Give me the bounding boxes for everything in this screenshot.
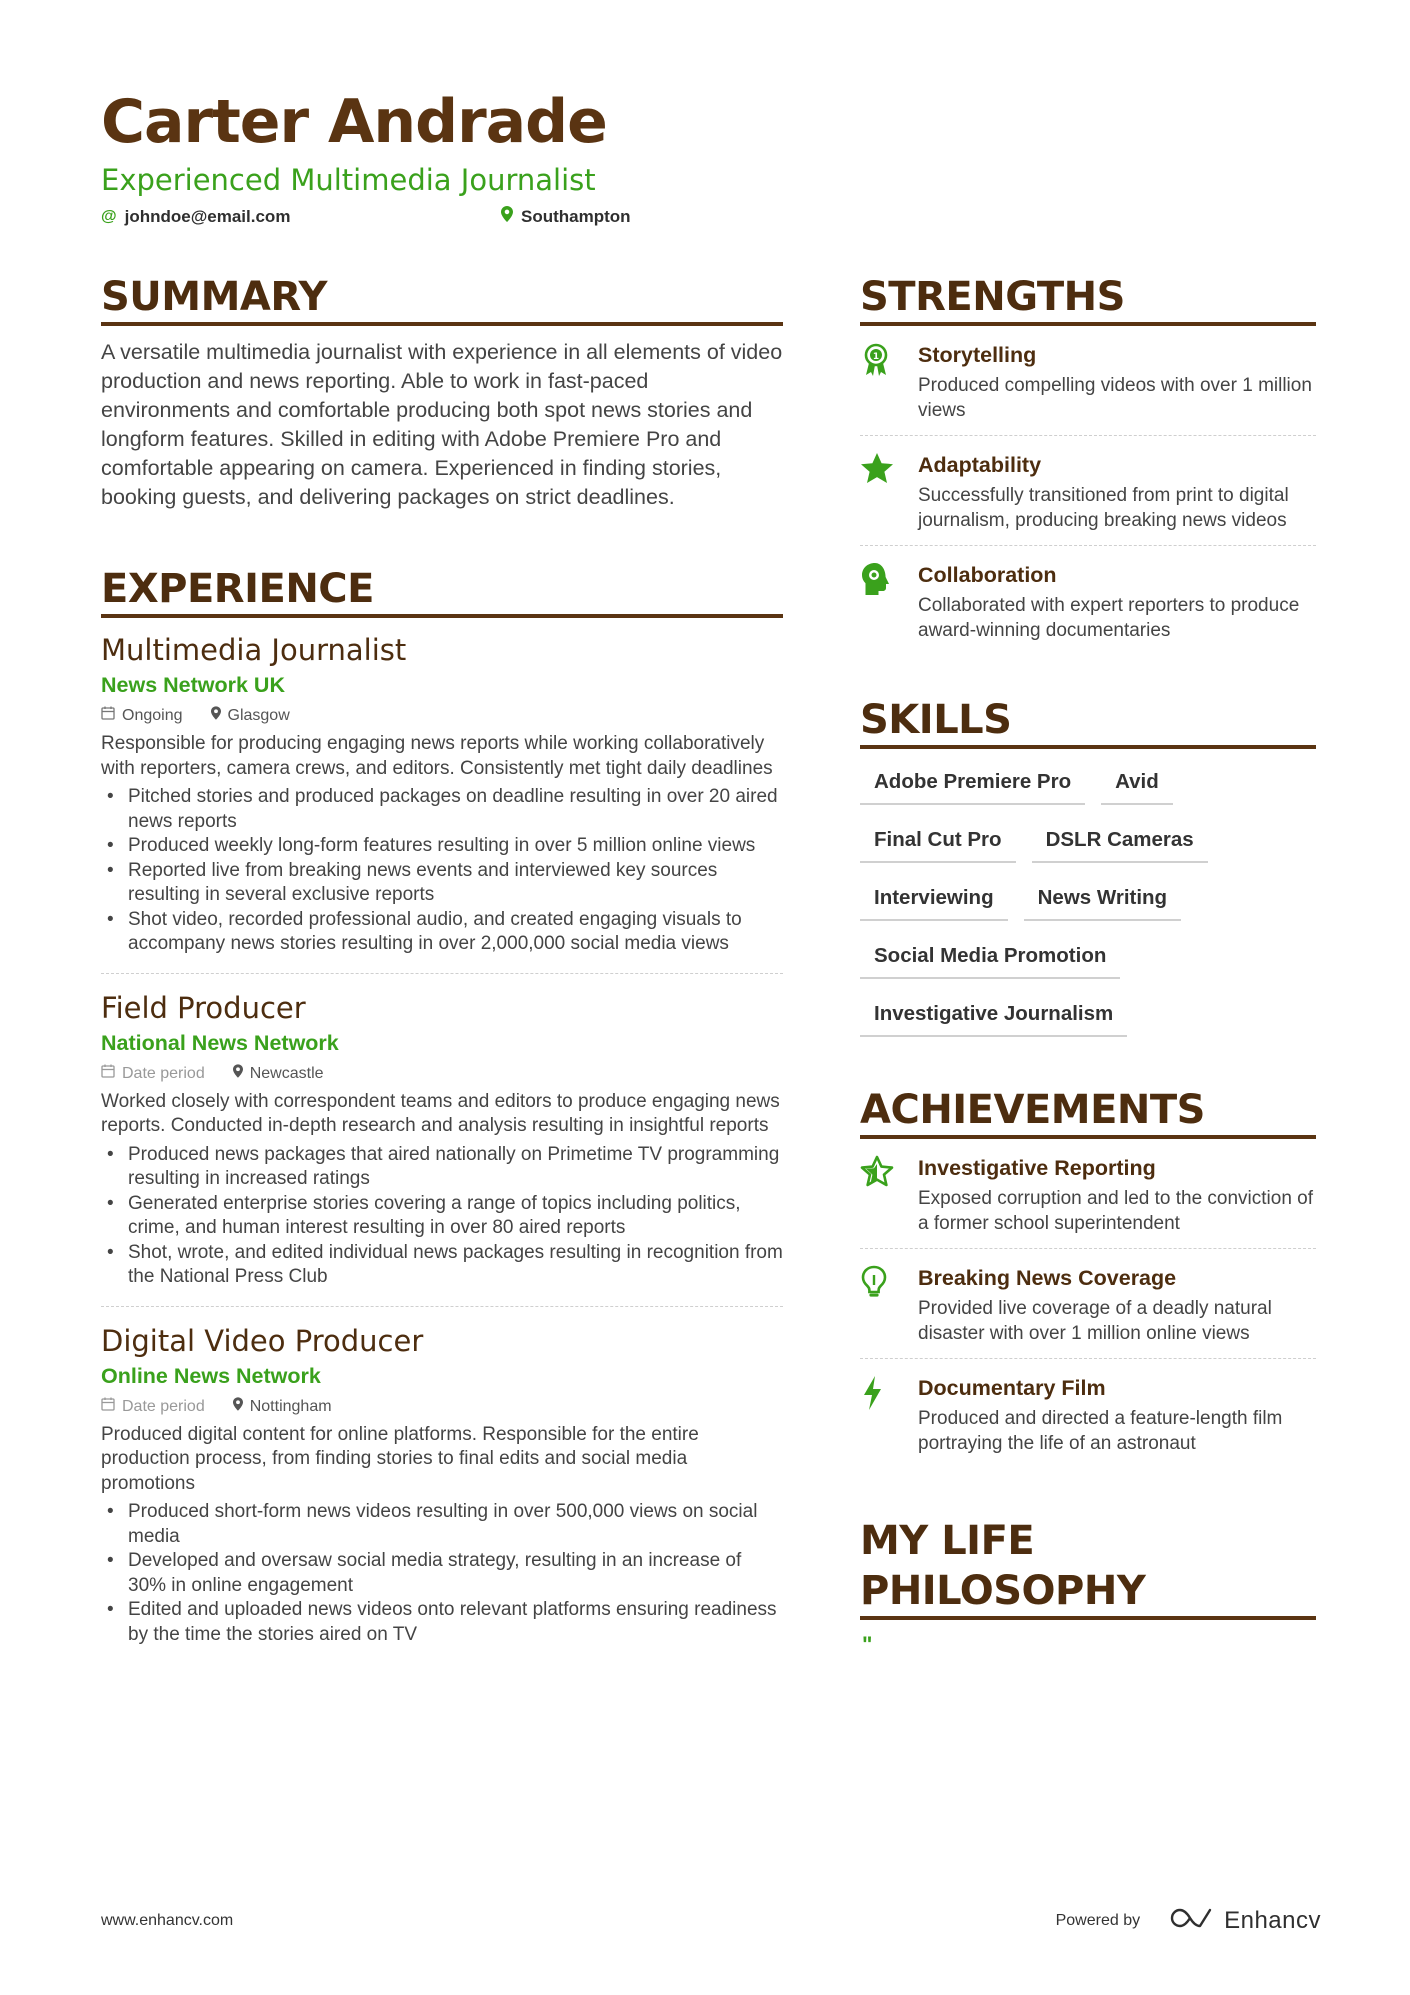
strength-title: Collaboration	[918, 563, 1057, 587]
head-idea-icon	[860, 560, 918, 643]
calendar-icon	[101, 704, 115, 728]
achievement-title: Breaking News Coverage	[918, 1266, 1177, 1290]
calendar-icon	[101, 1395, 115, 1419]
job-meta	[101, 704, 783, 728]
strength-description: Collaborated with expert reporters to produce award-winning documentaries	[918, 595, 1300, 641]
skill-tag: Final Cut Pro	[860, 819, 1016, 863]
job-bullet: • Produced short-form news videos resulting in over 500,000 views on social media	[101, 1500, 783, 1549]
job-company: News Network UK	[101, 673, 285, 697]
job-bullet: • Produced weekly long-form features resulting in over 5 million online views	[101, 834, 783, 859]
achievements-heading: ACHIEVEMENTS	[860, 1085, 1316, 1139]
job-bullet: • Edited and uploaded news videos onto relevant platforms ensuring readiness by the time the stories aired on TV	[101, 1598, 783, 1647]
location-text: Southampton	[521, 206, 631, 226]
job-date: Ongoing	[101, 704, 183, 728]
job-role: Digital Video Producer	[101, 1323, 424, 1358]
footer-website-link[interactable]: www.enhancv.com	[101, 1911, 234, 1929]
job-meta	[101, 1062, 783, 1086]
job-role: Field Producer	[101, 990, 306, 1025]
strength-description: Produced compelling videos with over 1 million views	[918, 375, 1312, 421]
job-role: Multimedia Journalist	[101, 633, 407, 667]
skill-tag: Investigative Journalism	[860, 993, 1127, 1037]
experience-section	[101, 564, 783, 1663]
summary-text: A versatile multimedia journalist with experience in all elements of video production and news reporting. Able to work in fast-paced environments and comfortable producing both spot news stories and longform features. Skilled in editing with Adobe Premiere Pro and comfortable appearing on camera. Experienced in finding stories, booking guests, and delivering packages on strict deadlines.	[101, 340, 783, 509]
achievement-title: Documentary Film	[918, 1376, 1106, 1400]
at-icon: @	[101, 207, 117, 225]
skill-tag: Adobe Premiere Pro	[860, 761, 1085, 805]
candidate-title: Experienced Multimedia Journalist	[101, 163, 596, 197]
award-ribbon-icon	[860, 340, 918, 423]
strength-item	[860, 326, 1316, 436]
location-pin-icon	[211, 704, 221, 728]
job-entry	[101, 618, 783, 974]
achievement-item	[860, 1139, 1316, 1249]
job-company: National News Network	[101, 1030, 339, 1055]
lightbulb-icon	[860, 1263, 918, 1346]
right-column	[860, 272, 1316, 1658]
job-entry	[101, 1307, 783, 1664]
philosophy-heading: MY LIFE PHILOSOPHY	[860, 1516, 1316, 1620]
candidate-name: Carter Andrade	[101, 87, 607, 157]
job-bullet: • Reported live from breaking news events and interviewed key sources resulting in several exclusive reports	[101, 859, 783, 908]
job-location: Glasgow	[211, 704, 290, 728]
experience-heading: EXPERIENCE	[101, 564, 783, 618]
achievement-item	[860, 1249, 1316, 1359]
enhancv-logo-icon	[1168, 1906, 1216, 1935]
job-company: Online News Network	[101, 1363, 321, 1388]
strengths-section	[860, 272, 1316, 655]
location-pin-icon	[501, 206, 513, 227]
job-bullets	[101, 1143, 783, 1290]
resume-header	[101, 86, 1321, 227]
achievement-item	[860, 1359, 1316, 1468]
skills-heading: SKILLS	[860, 695, 1316, 749]
strength-description: Successfully transitioned from print to digital journalism, producing breaking news videos	[918, 485, 1289, 531]
skills-list	[860, 761, 1300, 1051]
strength-title: Adaptability	[918, 453, 1042, 477]
job-bullet: • Produced news packages that aired nationally on Primetime TV programming resulting in increased ratings	[101, 1143, 783, 1192]
job-description: Responsible for producing engaging news reports while working collaboratively with reporters, camera crews, and editors. Consistently met tight daily deadlines	[101, 733, 773, 779]
philosophy-section	[860, 1516, 1316, 1658]
job-bullet: • Generated enterprise stories covering a range of topics including politics, crime, and human interest resulting in over 80 aired reports	[101, 1192, 783, 1241]
skill-tag: Social Media Promotion	[860, 935, 1120, 979]
email-text: johndoe@email.com	[124, 206, 291, 226]
job-description: Worked closely with correspondent teams and editors to produce engaging news reports. Conducted in-depth research and analysis resulting in insightful reports	[101, 1090, 780, 1136]
enhancv-logo-text[interactable]: Enhancv	[1224, 1906, 1321, 1934]
summary-heading: SUMMARY	[101, 272, 783, 326]
job-bullet: • Pitched stories and produced packages on deadline resulting in over 20 aired news reports	[101, 785, 783, 834]
job-date: Date period	[101, 1062, 205, 1086]
contact-email[interactable]	[101, 206, 501, 227]
achievement-title: Investigative Reporting	[918, 1156, 1156, 1180]
location-pin-icon	[233, 1062, 243, 1086]
job-bullets	[101, 785, 783, 957]
svg-text:1: 1	[872, 352, 880, 362]
lightning-bolt-icon	[860, 1373, 918, 1456]
skill-tag: DSLR Cameras	[1032, 819, 1208, 863]
job-location: Nottingham	[233, 1395, 332, 1419]
job-description: Produced digital content for online platforms. Responsible for the entire production process, from finding stories to final edits and social media promotions	[101, 1423, 699, 1494]
job-bullet: • Developed and oversaw social media strategy, resulting in an increase of 30% in online engagement	[101, 1549, 783, 1598]
summary-section	[101, 272, 783, 512]
job-entry	[101, 974, 783, 1307]
strength-title: Storytelling	[918, 343, 1037, 367]
left-column	[101, 272, 783, 1663]
achievement-description: Provided live coverage of a deadly natural disaster with over 1 million online views	[918, 1298, 1272, 1344]
footer	[101, 1906, 1321, 1935]
job-bullet: • Shot video, recorded professional audio, and created engaging visuals to accompany news stories resulting in over 2,000,000 social media views	[101, 908, 783, 957]
star-outline-icon	[860, 1153, 918, 1236]
skills-section	[860, 695, 1316, 1051]
strength-item	[860, 436, 1316, 546]
job-date: Date period	[101, 1395, 205, 1419]
strength-item	[860, 546, 1316, 655]
contact-row	[101, 206, 1321, 227]
skill-tag: Avid	[1101, 761, 1173, 805]
strengths-heading: STRENGTHS	[860, 272, 1316, 326]
achievement-description: Produced and directed a feature-length film portraying the life of an astronaut	[918, 1408, 1283, 1454]
powered-by-label: Powered by	[1055, 1911, 1141, 1929]
calendar-icon	[101, 1062, 115, 1086]
job-location: Newcastle	[233, 1062, 324, 1086]
footer-brand	[1056, 1906, 1321, 1935]
job-bullet: • Shot, wrote, and edited individual news packages resulting in recognition from the National Press Club	[101, 1241, 783, 1290]
achievements-section	[860, 1085, 1316, 1468]
skill-tag: Interviewing	[860, 877, 1008, 921]
location-pin-icon	[233, 1395, 243, 1419]
skill-tag: News Writing	[1024, 877, 1181, 921]
job-meta	[101, 1395, 783, 1419]
contact-location	[501, 206, 631, 227]
philosophy-quote: "	[862, 1632, 873, 1657]
star-icon	[860, 450, 918, 533]
job-bullets	[101, 1500, 783, 1647]
achievement-description: Exposed corruption and led to the conviction of a former school superintendent	[918, 1188, 1314, 1234]
